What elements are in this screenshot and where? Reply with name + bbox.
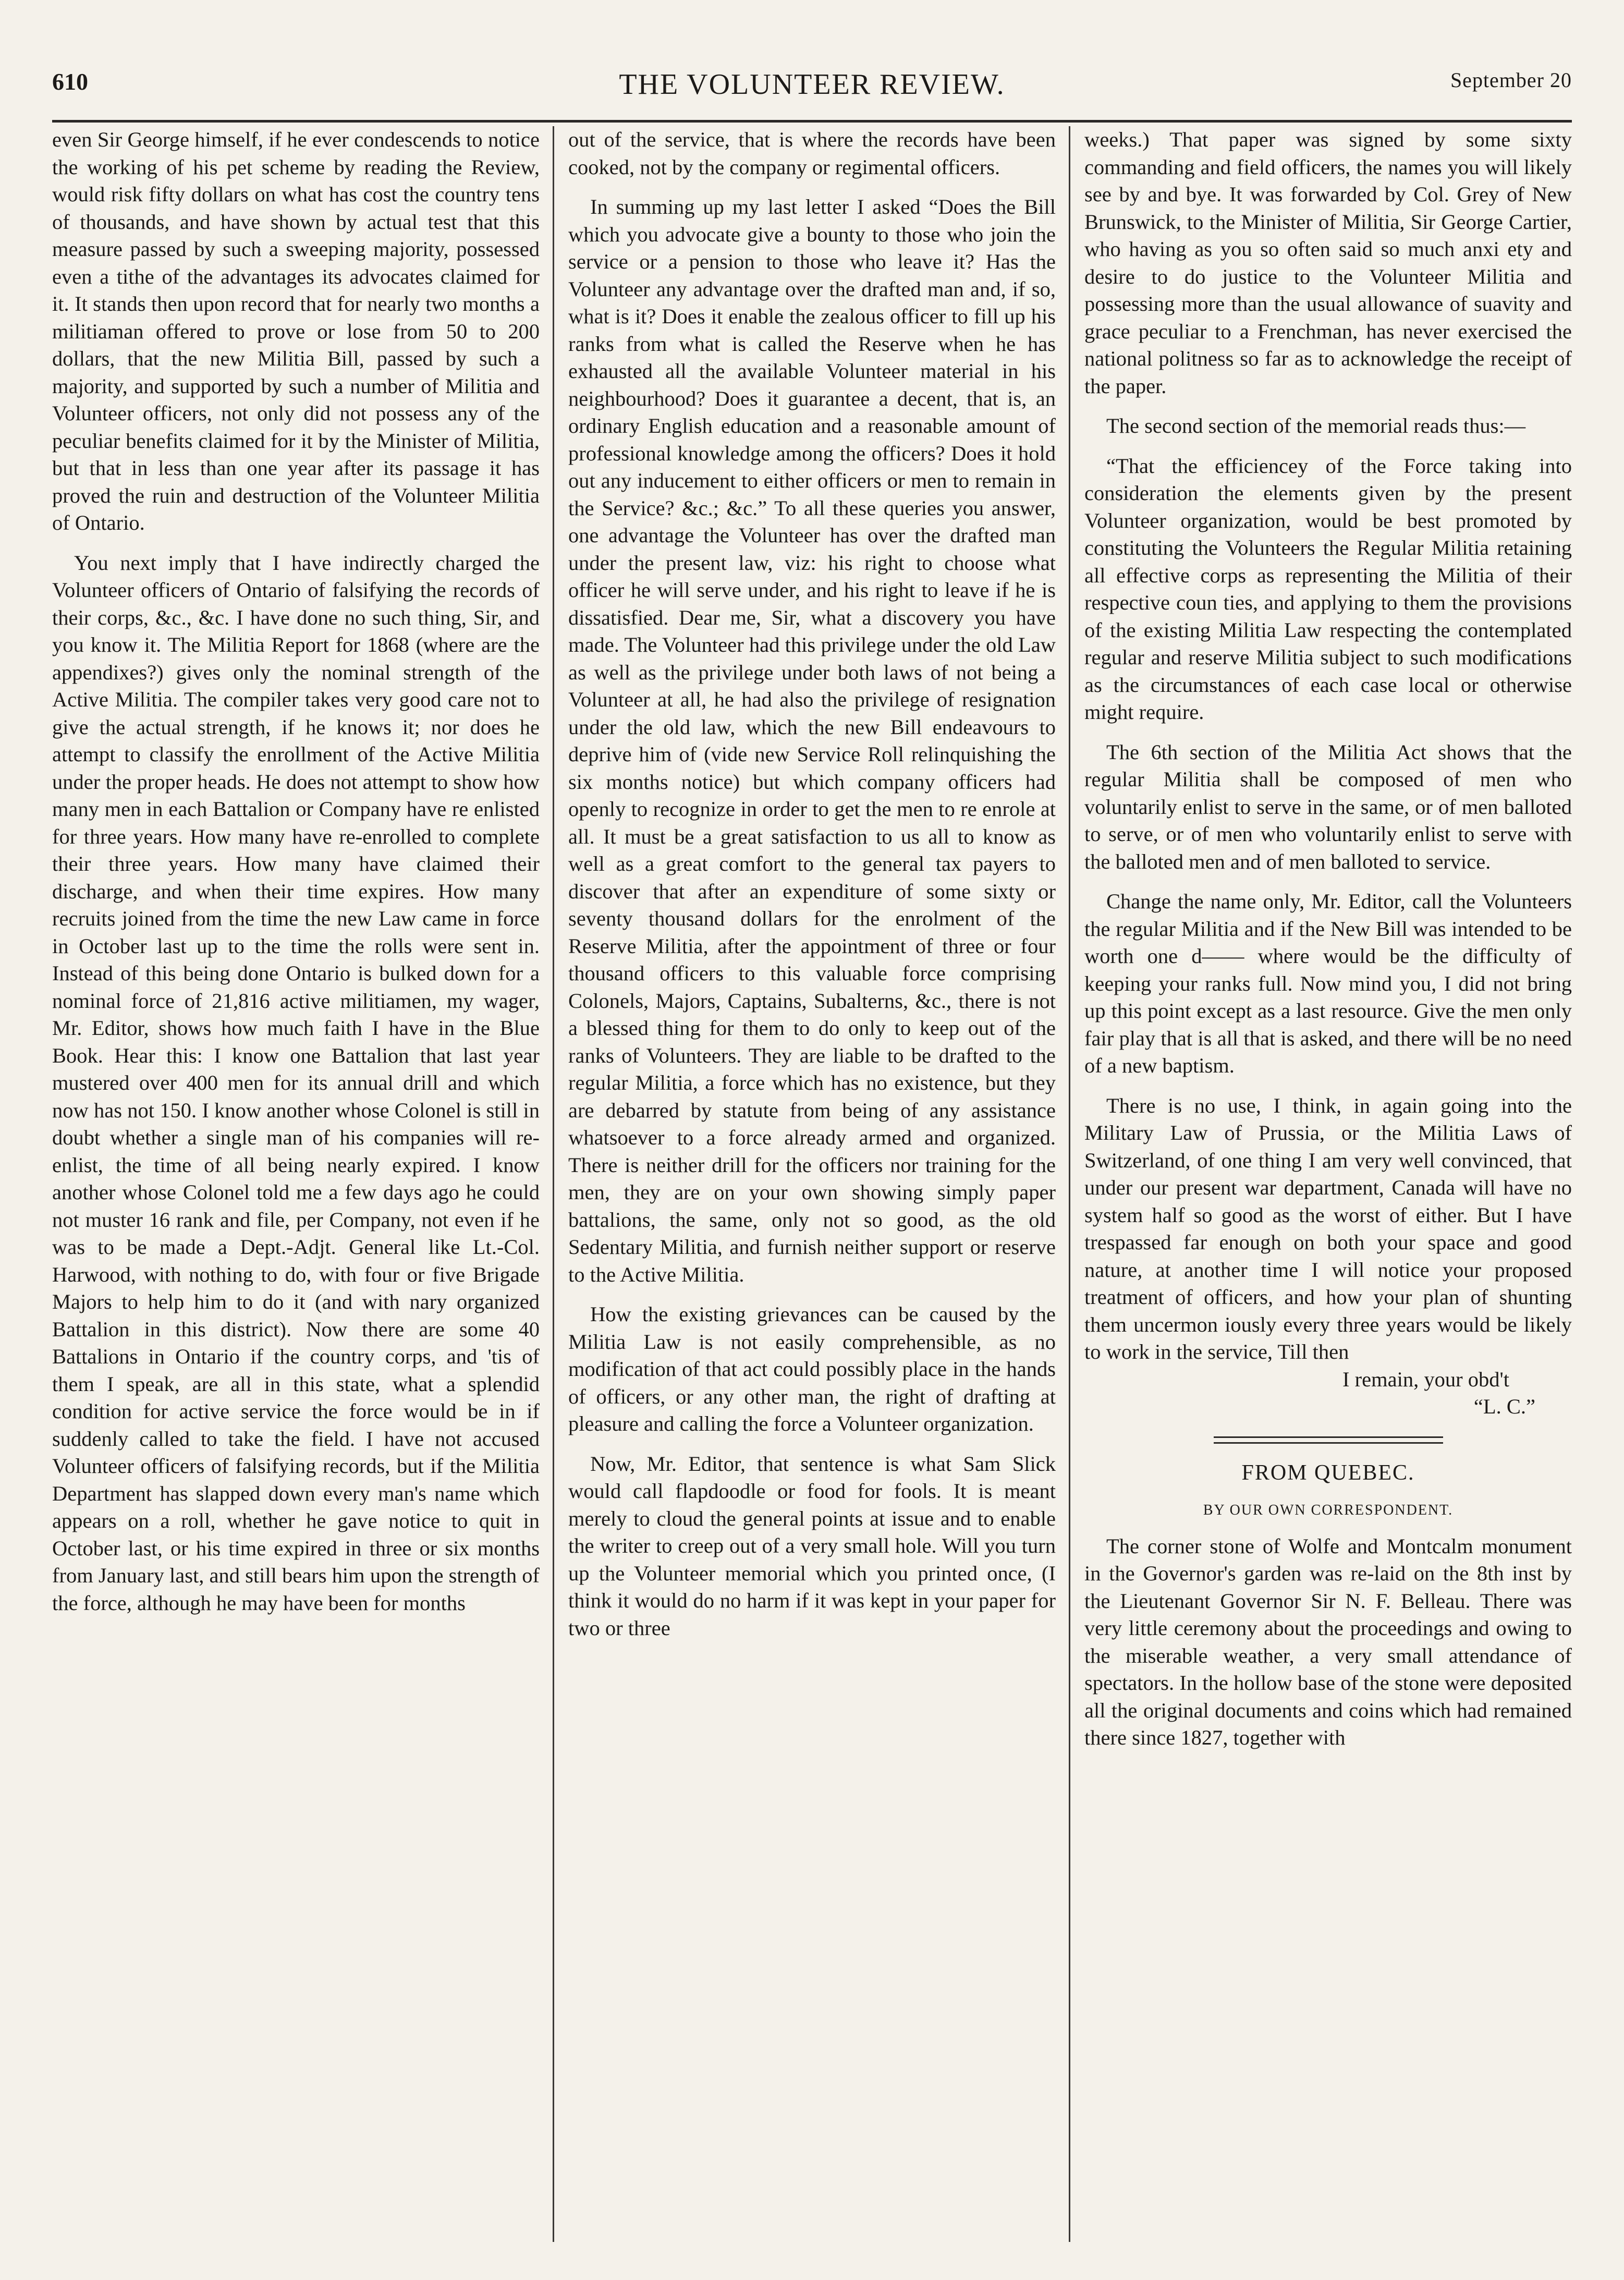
article-paragraph: out of the service, that is where the records have been cooked, not by the company or regimental officers.	[568, 128, 1056, 179]
article-paragraph: “That the efficiencey of the Force taking into consideration the elements given by the present Volunteer organization, would be best promoted by constituting the Volunteers the Regular Militia retaining all effective corps as representing the Militia of their respective coun ties, and applying to them the provisions of the existing Militia Law respecting the contemplated regular and reserve Militia subject to such modifications as the circumstances of each case local or otherwise might require.	[1084, 454, 1572, 724]
article-paragraph: How the existing grievances can be caused by the Militia Law is not easily comprehensible, as no modification of that act could possibly place in the hands of officers, or any other man, the right of drafting at pleasure and calling the force a Volunteer organization.	[568, 1302, 1056, 1435]
column-rule	[553, 126, 554, 2242]
column-3	[1084, 126, 1572, 2242]
article-paragraph: In summing up my last letter I asked “Does the Bill which you advocate give a bounty to those who join the service or a pension to those who leave it? Has the Volunteer any advantage over the drafted man and, if so, what is it? Does it enable the zealous officer to fill up his ranks from what is called the Reserve when he has exhausted all the available Volunteer material in his neighbourhood? Does it guarantee a decent, that is, an ordinary English education and a reasonable amount of professional knowledge among the officers? Does it hold out any inducement to either officers or men to remain in the Service? &c.; &c.” To all these queries you answer, one advantage the Volunteer has over the drafted man under the present law, viz: his right to choose what officer he will serve under, and his right to leave if he is dissatisfied. Dear me, Sir, what a discovery you have made. The Volunteer had this privilege under the old Law as well as the privilege under both laws of not being a Volunteer at all, he had also the privilege of resignation under the old law, which the new Bill endeavours to deprive him of (vide new Service Roll relinquishing the six months notice) but which company officers had openly to recognize in order to get the men to re enrole at all. It must be a great satisfaction to us all to know as well as a great comfort to the general tax payers to discover that after an expenditure of some sixty or seventy thousand dollars for the enrolment of the Reserve Militia, after the appointment of three or four thousand officers to this valuable force comprising Colonels, Majors, Captains, Subalterns, &c., there is not a blessed thing for them to do only to keep out of the ranks of Volunteers. They are liable to be drafted to the regular Militia, a force which has no existence, but they are debarred by statute from being of any assistance whatsoever to a force already armed and organized. There is neither drill for the officers nor training for the men, they are on your own showing simply paper battalions, the same, only not so good, as the old Sedentary Militia, and furnish neither support or reserve to the Active Militia.	[568, 195, 1056, 1286]
section-paragraph: The corner stone of Wolfe and Montcalm monument in the Governor's garden was re-laid on the 8th inst by the Lieutenant Governor Sir N. F. Belleau. There was very little ceremony about the proceedings and owing to the miserable weather, a very small attendance of spectators. In the hollow base of the stone were deposited all the original documents and coins which had remained there since 1827, together with	[1084, 1534, 1572, 1749]
page-header	[52, 63, 1572, 123]
newspaper-page	[52, 63, 1572, 2242]
article-paragraph: even Sir George himself, if he ever condescends to notice the working of his pet scheme by reading the Review, would risk fifty dollars on what has cost the country tens of thousands, and have shown by actual test that this measure passed by such a sweeping majority, possessed even a tithe of the advantages its advocates claimed for it. It stands then upon record that for nearly two months a militiaman offered to prove or lose from 50 to 200 dollars, that the new Militia Bill, passed by such a majority, and supported by such a number of Militia and Volunteer officers, not only did not possess any of the peculiar benefits claimed for it by the Minister of Militia, but that in less than one year after its passage it has proved the ruin and destruction of the Volunteer Militia of Ontario.	[52, 128, 540, 534]
article-paragraph: weeks.) That paper was signed by some sixty commanding and field officers, the names you will likely see by and bye. It was forwarded by Col. Grey of New Brunswick, to the Minister of Militia, Sir George Cartier, who having as you so often said so much anxi ety and desire to do justice to the Volunteer Militia and possessing more than the usual allowance of suavity and grace peculiar to a Frenchman, has never exercised the national politness so far as to acknowledge the receipt of the paper.	[1084, 128, 1572, 398]
article-paragraph: Change the name only, Mr. Editor, call the Volunteers the regular Militia and if the New Bill was intended to be worth one d—— where would be the difficulty of keeping your ranks full. Now mind you, I did not bring up this point except as a last resource. Give the men only fair play that is all that is asked, and there will be no need of a new baptism.	[1084, 889, 1572, 1077]
letter-signoff: I remain, your obd't	[1342, 1367, 1509, 1391]
section-divider	[1214, 1436, 1443, 1444]
column-2	[568, 126, 1056, 2242]
letter-signature: “L. C.”	[1473, 1395, 1535, 1418]
issue-date: September 20	[1450, 68, 1572, 92]
article-paragraph: The 6th section of the Militia Act shows that the regular Militia shall be composed of men who voluntarily enlist to serve in the same, or of men balloted to serve, or of men who voluntarily enlist to serve with the balloted men and of men balloted to service.	[1084, 740, 1572, 873]
page-number: 610	[52, 68, 88, 95]
columns	[52, 126, 1572, 2242]
section-title: FROM QUEBEC.	[1241, 1460, 1415, 1485]
article-paragraph: Now, Mr. Editor, that sentence is what Sam Slick would call flapdoodle or food for fools. It is meant merely to cloud the general points at issue and to enable the writer to creep out of a very small hole. Will you turn up the Volunteer memorial which you printed once, (I think it would do no harm if it was kept in your paper for two or three	[568, 1452, 1056, 1640]
publication-title: THE VOLUNTEER REVIEW.	[619, 68, 1005, 101]
column-1	[52, 126, 540, 2242]
section-byline: BY OUR OWN CORRESPONDENT.	[1203, 1502, 1454, 1518]
article-paragraph: There is no use, I think, in again going into the Military Law of Prussia, or the Militia Laws of Switzerland, of one thing I am very well convinced, that under our present war department, Canada will have no system half so good as the worst of either. But I have trespassed far enough on both your space and good nature, at another time I will notice your proposed treatment of officers, and how your plan of shunting them uncermon iously every three years would be likely to work in the service, Till then	[1084, 1093, 1572, 1363]
article-paragraph: The second section of the memorial reads thus:—	[1106, 414, 1526, 437]
article-paragraph: You next imply that I have indirectly charged the Volunteer officers of Ontario of falsifying the records of their corps, &c., &c. I have done no such thing, Sir, and you know it. The Militia Report for 1868 (where are the appendixes?) gives only the nominal strength of the Active Militia. The compiler takes very good care not to give the actual strength, if he knows it; nor does he attempt to classify the enrollment of the Active Militia under the proper heads. He does not attempt to show how many men in each Battalion or Company have re enlisted for three years. How many have re-enrolled to complete their three years. How many have claimed their discharge, and when their time expires. How many recruits joined from the time the new Law came in force in October last up to the time the rolls were sent in. Instead of this being done Ontario is bulked down for a nominal force of 21,816 active militiamen, my wager, Mr. Editor, shows how much faith I have in the Blue Book. Hear this: I know one Battalion that last year mustered over 400 men for its annual drill and which now has not 150. I know another whose Colonel is still in doubt whether a single man of his companies will re-enlist, the time of all being nearly expired. I know another whose Colonel told me a few days ago he could not muster 16 rank and file, per Company, not even if he was to be made a Dept.-Adjt. General like Lt.-Col. Harwood, with nothing to do, with four or five Brigade Majors to help him to do it (and with nary organized Battalion in this district). Now there are some 40 Battalions in Ontario if the country corps, and 'tis of them I speak, are all in this state, what a splendid condition for active service the force would be in if suddenly called to take the field. I have not accused Volunteer officers of falsifying records, but if the Militia Department has slapped down every man's name which appears on a roll, whether he gave notice to quit in October last, or his time expired in three or six months from January last, and still bears him upon the strength of the force, although he may have been for months	[52, 551, 540, 1615]
column-rule	[1069, 126, 1070, 2242]
